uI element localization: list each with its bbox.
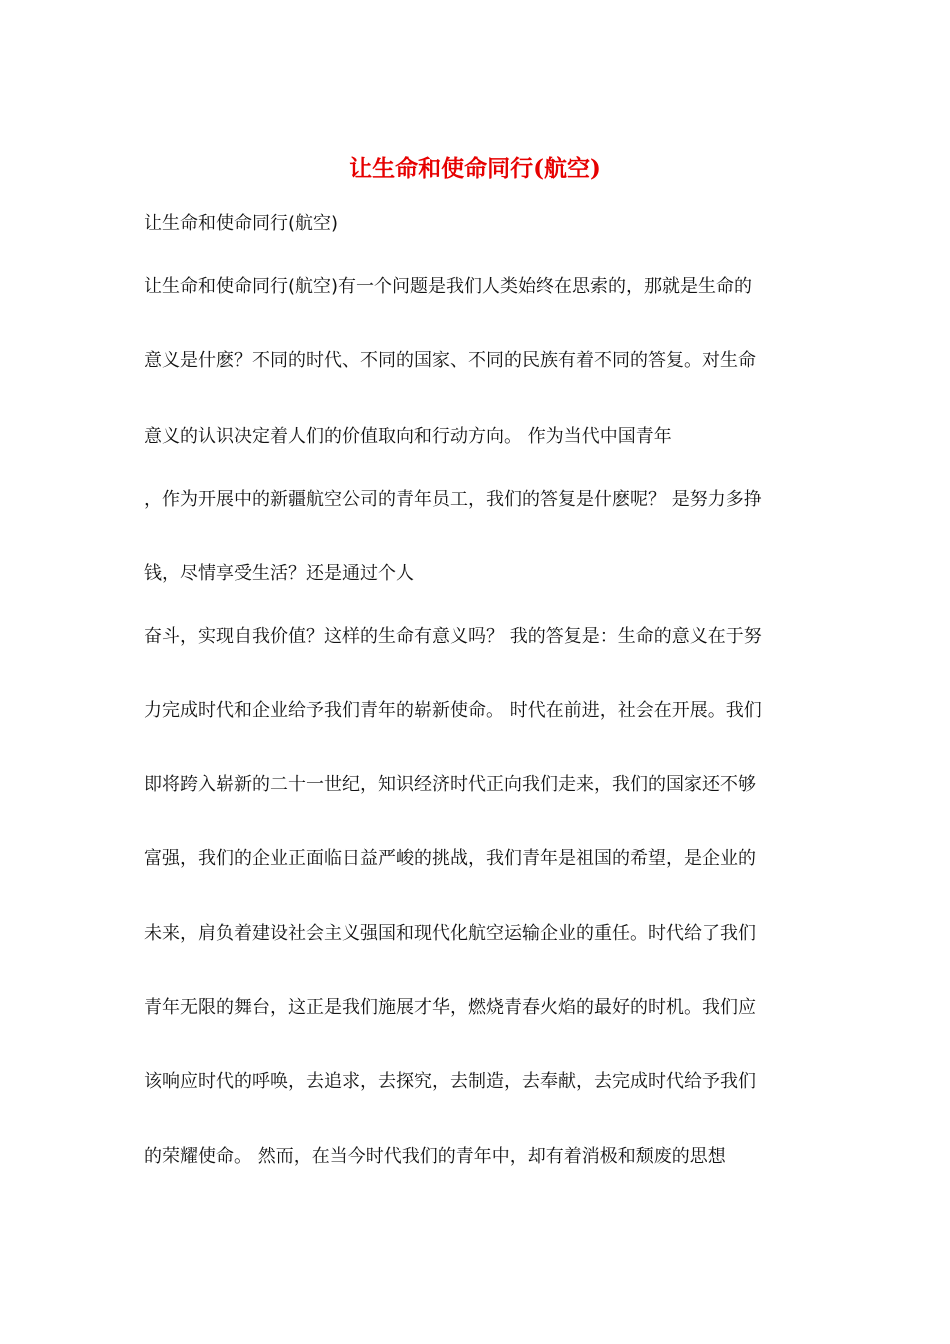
- body-line-7: 力完成时代和企业给予我们青年的崭新使命。 时代在前进，社会在开展。我们: [144, 700, 762, 721]
- body-line-3: 意义的认识决定着人们的价值取向和行动方向。 作为当代中国青年: [144, 426, 672, 447]
- body-line-5: 钱，尽情享受生活？还是通过个人: [144, 563, 414, 584]
- body-line-8: 即将跨入崭新的二十一世纪，知识经济时代正向我们走来，我们的国家还不够: [144, 774, 756, 795]
- subtitle-line: 让生命和使命同行(航空): [144, 213, 339, 234]
- body-line-13: 的荣耀使命。 然而，在当今时代我们的青年中，却有着消极和颓废的思想: [144, 1146, 726, 1167]
- body-line-9: 富强，我们的企业正面临日益严峻的挑战，我们青年是祖国的希望，是企业的: [144, 848, 756, 869]
- body-line-10: 未来，肩负着建设社会主义强国和现代化航空运输企业的重任。时代给了我们: [144, 923, 756, 944]
- body-line-1: 让生命和使命同行(航空)有一个问题是我们人类始终在思索的，那就是生命的: [144, 276, 753, 297]
- body-line-4: ，作为开展中的新疆航空公司的青年员工，我们的答复是什麽呢？ 是努力多挣: [144, 489, 762, 510]
- body-line-11: 青年无限的舞台，这正是我们施展才华，燃烧青春火焰的最好的时机。我们应: [144, 997, 756, 1018]
- body-line-2: 意义是什麽？不同的时代、不同的国家、不同的民族有着不同的答复。对生命: [144, 350, 756, 371]
- body-line-12: 该响应时代的呼唤，去追求，去探究，去制造，去奉献，去完成时代给予我们: [144, 1071, 756, 1092]
- body-line-6: 奋斗，实现自我价值？这样的生命有意义吗？ 我的答复是：生命的意义在于努: [144, 626, 762, 647]
- document-title: 让生命和使命同行(航空): [349, 155, 601, 182]
